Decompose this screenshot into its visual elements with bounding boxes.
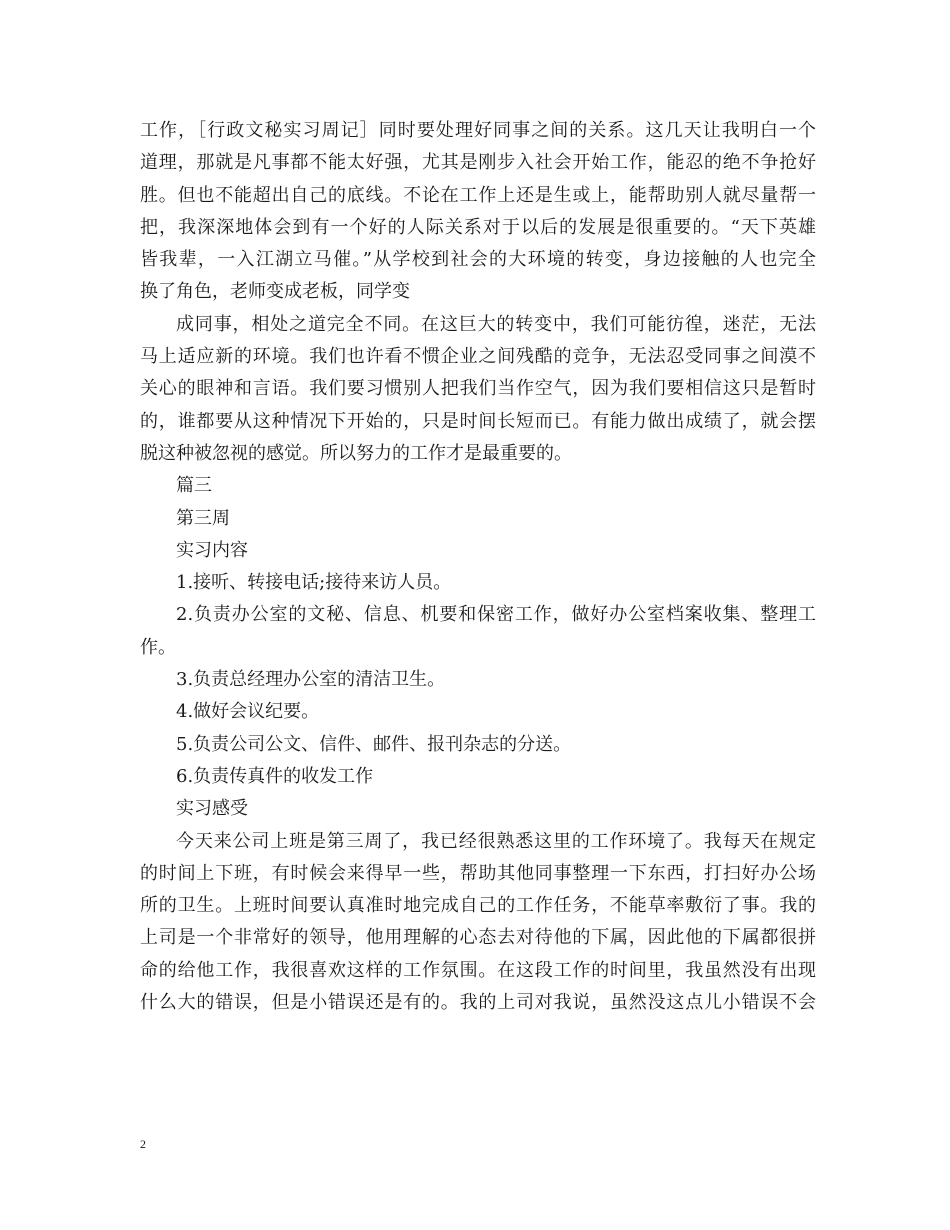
text-line: 工作，［行政文秘实习周记］同时要处理好同事之间的关系。这几天让我明白一个: [140, 120, 816, 141]
text-line: 换了角色，老师变成老板，同学变: [140, 281, 410, 303]
subsection-heading: 实习内容: [176, 539, 248, 561]
document-body: [140, 115, 816, 1019]
list-item: 1.接听、转接电话;接待来访人员。: [176, 572, 452, 594]
week-heading: 第三周: [176, 507, 230, 529]
text-line: 把，我深深地体会到有一个好的人际关系对于以后的发展是很重要的。“天下英雄: [140, 216, 816, 238]
list-item: 4.做好会议纪要。: [176, 701, 320, 723]
list-item: 6.负责传真件的收发工作: [176, 765, 374, 787]
list-item-continuation: 作。: [140, 636, 176, 658]
text-line: 脱这种被忽视的感觉。所以努力的工作才是最重要的。: [140, 442, 572, 464]
text-line: 胜。但也不能超出自己的底线。不论在工作上还是生或上，能帮助别人就尽量帮一: [140, 184, 816, 206]
subsection-heading: 实习感受: [176, 798, 248, 820]
list-item: 5.负责公司公文、信件、邮件、报刊杂志的分送。: [176, 733, 572, 755]
text-line: 道理，那就是凡事都不能太好强，尤其是刚步入社会开始工作，能忍的绝不争抢好: [140, 152, 816, 174]
list-item: 3.负责总经理办公室的清洁卫生。: [176, 669, 446, 691]
text-line: 什么大的错误，但是小错误还是有的。我的上司对我说，虽然没这点儿小错误不会: [140, 992, 816, 1014]
text-line: 皆我辈，一入江湖立马催。”从学校到社会的大环境的转变，身边接触的人也完全: [140, 249, 816, 271]
text-line: 关心的眼神和言语。我们要习惯别人把我们当作空气，因为我们要相信这只是暂时: [140, 378, 816, 400]
paragraph-first-line: 今天来公司上班是第三周了，我已经很熟悉这里的工作环境了。我每天在规定: [176, 830, 816, 852]
list-item: 2.负责办公室的文秘、信息、机要和保密工作，做好办公室档案收集、整理工: [176, 604, 816, 626]
paragraph-first-line: 成同事，相处之道完全不同。在这巨大的转变中，我们可能彷徨，迷茫，无法: [176, 313, 816, 335]
text-line: 所的卫生。上班时间要认真准时地完成自己的工作任务，不能草率敷衍了事。我的: [140, 895, 816, 917]
text-line: 马上适应新的环境。我们也许看不惯企业之间残酷的竞争，无法忍受同事之间漠不: [140, 346, 816, 368]
text-line: 上司是一个非常好的领导，他用理解的心态去对待他的下属，因此他的下属都很拼: [140, 927, 816, 949]
text-line: 的，谁都要从这种情况下开始的，只是时间长短而已。有能力做出成绩了，就会摆: [140, 410, 816, 432]
section-heading: 篇三: [176, 475, 212, 497]
text-line: 命的给他工作，我很喜欢这样的工作氛围。在这段工作的时间里，我虽然没有出现: [140, 959, 816, 981]
text-line: 的时间上下班，有时候会来得早一些，帮助其他同事整理一下东西，打扫好办公场: [140, 862, 816, 884]
page-number: 2: [140, 1137, 146, 1151]
